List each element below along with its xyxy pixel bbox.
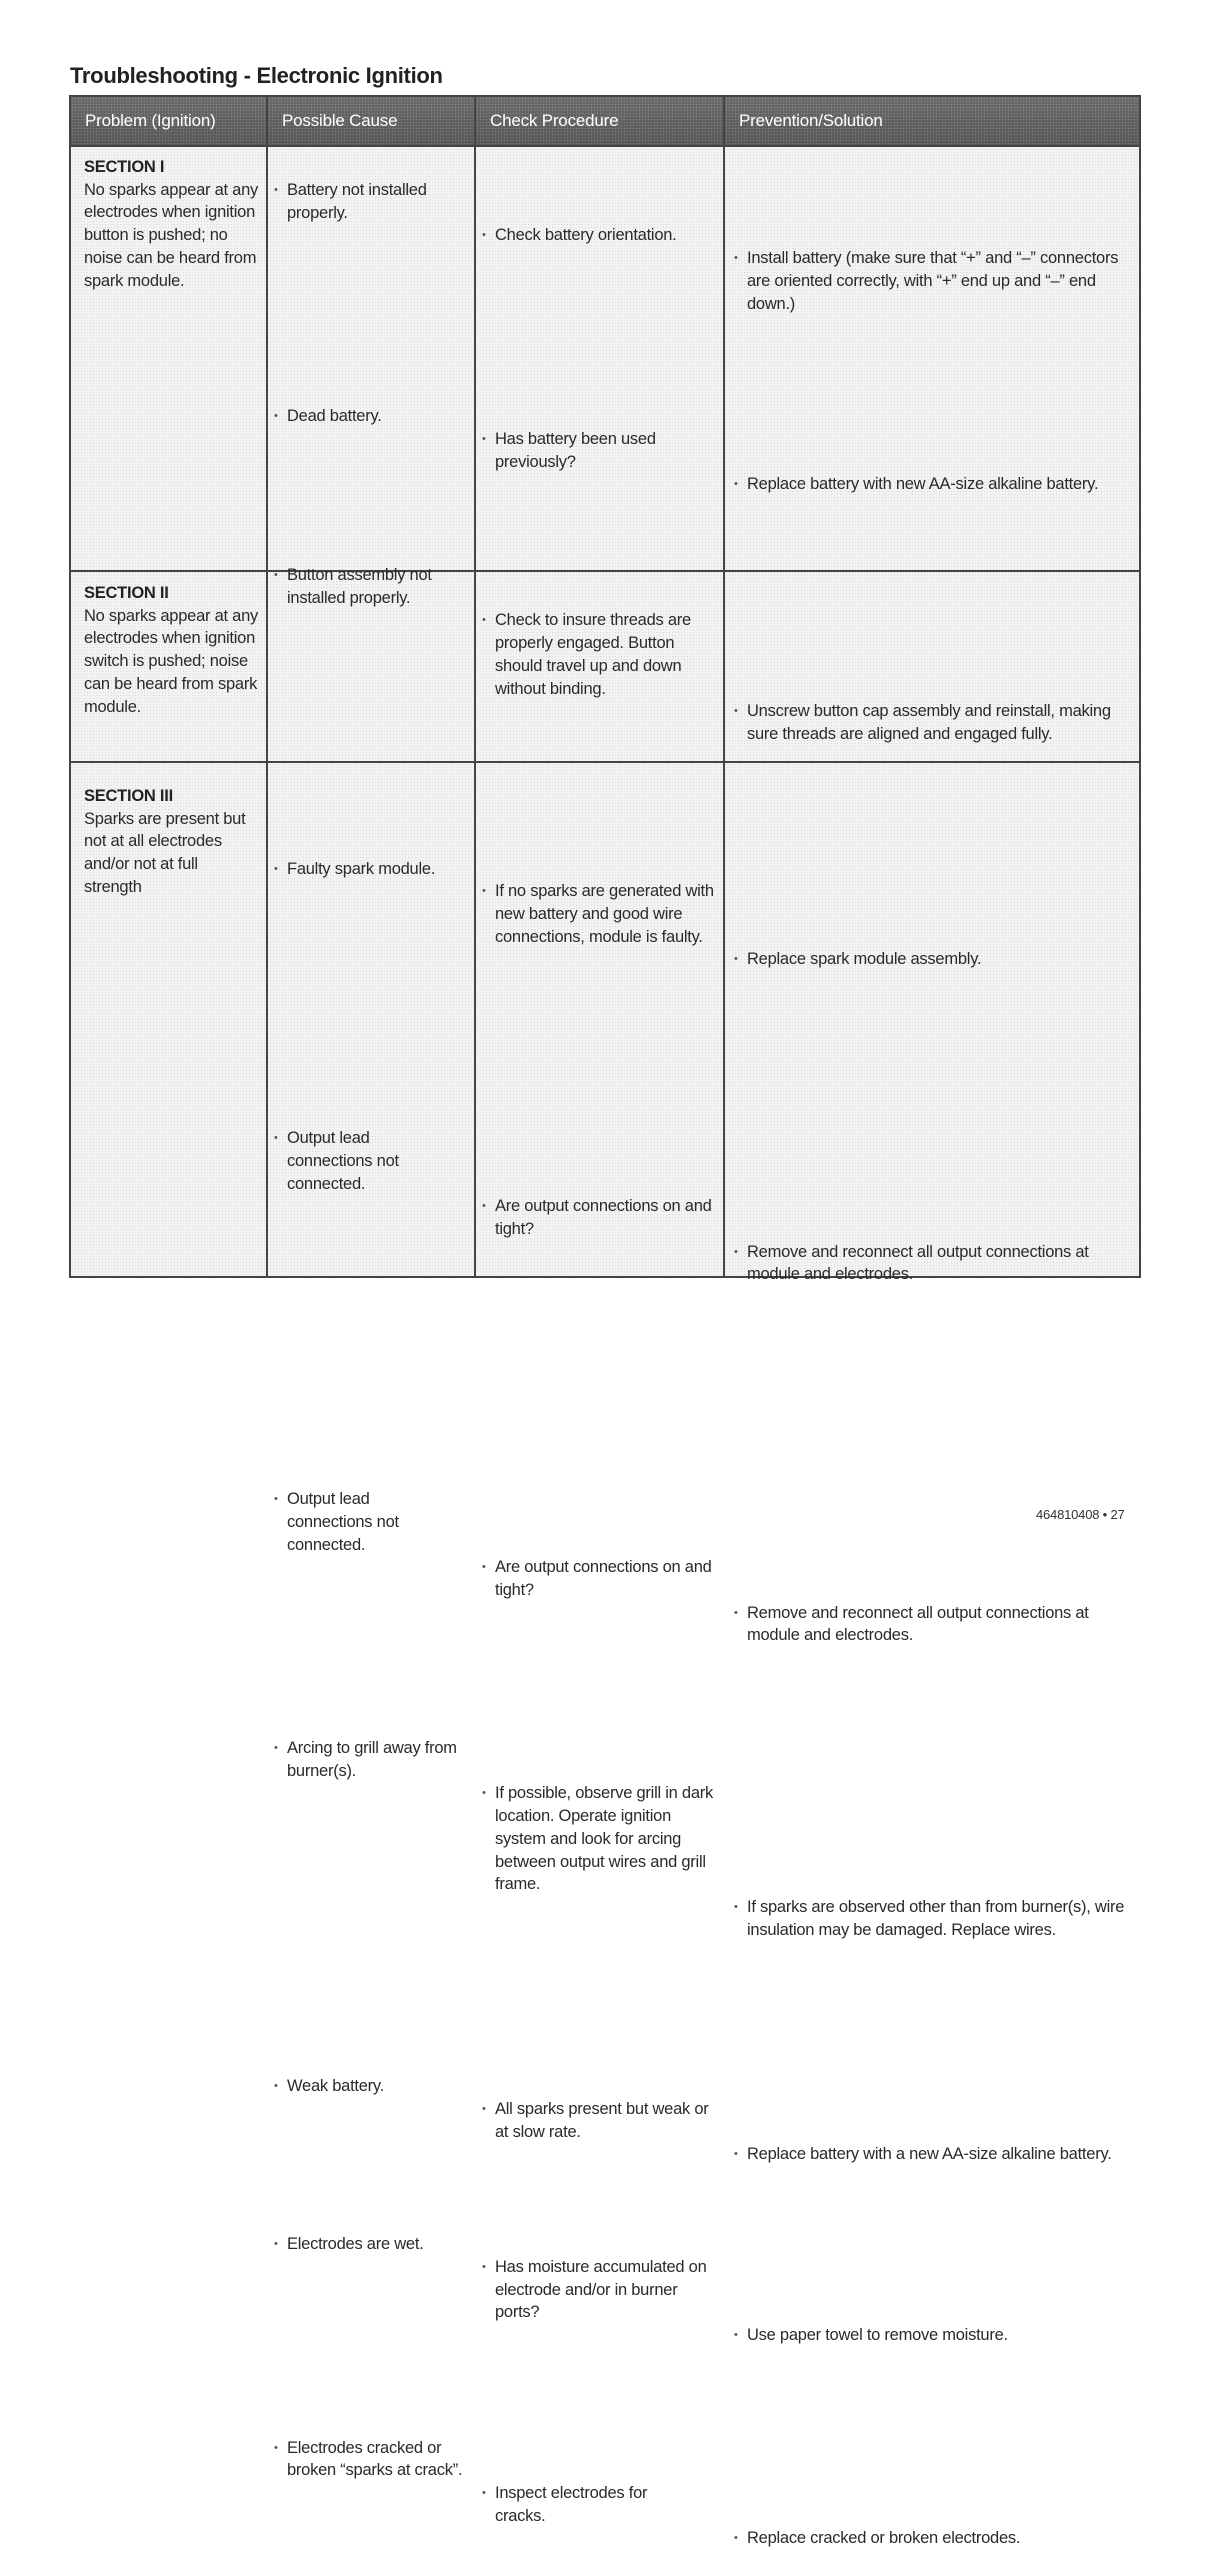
header-solution-label: Prevention/Solution bbox=[739, 111, 883, 130]
check-item: • Are output connections on and tight? bbox=[482, 1556, 717, 1601]
column-divider bbox=[266, 97, 268, 1278]
column-divider bbox=[723, 97, 725, 1278]
section-label: SECTION II bbox=[84, 584, 169, 602]
cause-item: • Arcing to grill away from burner(s). bbox=[274, 1737, 457, 1782]
solution-item: • If sparks are observed other than from burner(s), wire insulation may be damaged. Replace wires. bbox=[734, 1896, 1142, 1941]
page-footer: 464810408 • 27 bbox=[1036, 1507, 1125, 1522]
header-check-label: Check Procedure bbox=[490, 111, 619, 130]
problem-text: Sparks are present but not at all electrodes and/or not at full strength bbox=[84, 809, 246, 896]
cause-item: • Electrodes are wet. bbox=[274, 2233, 457, 2256]
cause-item: • Weak battery. bbox=[274, 2075, 457, 2098]
check-item: • If no sparks are generated with new battery and good wire connections, module is faulty. bbox=[482, 880, 717, 948]
cause-item: • Button assembly not installed properly. bbox=[274, 564, 457, 609]
cause-item: • Dead battery. bbox=[274, 405, 457, 428]
solution-item: • Replace battery with new AA-size alkaline battery. bbox=[734, 473, 1142, 496]
solution-item: • Replace battery with a new AA-size alkaline battery. bbox=[734, 2143, 1142, 2166]
check-item: • Has moisture accumulated on electrode and/or in burner ports? bbox=[482, 2256, 717, 2324]
header-check bbox=[476, 97, 723, 145]
check-item: • Check to insure threads are properly engaged. Button should travel up and down without binding. bbox=[482, 609, 717, 700]
cause-item: • Output lead connections not connected. bbox=[274, 1488, 437, 1556]
header-cause-label: Possible Cause bbox=[282, 111, 398, 130]
cause-item: • Electrodes cracked or broken “sparks at crack”. bbox=[274, 2437, 467, 2482]
section-divider bbox=[71, 570, 1139, 572]
column-divider bbox=[474, 97, 476, 1278]
section-label: SECTION III bbox=[84, 787, 173, 805]
header-problem-label: Problem (Ignition) bbox=[85, 111, 216, 130]
solution-item: • Remove and reconnect all output connections at module and electrodes. bbox=[734, 1602, 1127, 1647]
page-title: Troubleshooting - Electronic Ignition bbox=[70, 63, 443, 88]
header-solution bbox=[725, 97, 1139, 145]
header-divider bbox=[71, 145, 1139, 147]
cause-item: • Battery not installed properly. bbox=[274, 179, 457, 224]
header-problem bbox=[71, 97, 266, 145]
check-item: • Check battery orientation. bbox=[482, 224, 717, 247]
problem-text: No sparks appear at any electrodes when ignition switch is pushed; noise can be heard from spark module. bbox=[84, 606, 259, 716]
section-1-cell bbox=[84, 156, 259, 292]
solution-item: • Unscrew button cap assembly and reinstall, making sure threads are aligned and engaged fully. bbox=[734, 700, 1142, 745]
section-label: SECTION I bbox=[84, 158, 165, 176]
check-item: • If possible, observe grill in dark location. Operate ignition system and look for arcing between output wires and grill frame. bbox=[482, 1782, 717, 1896]
solution-item: • Install battery (make sure that “+” and “–” connectors are oriented correctly, with “+” end up and “–” end down.) bbox=[734, 247, 1127, 315]
cause-item: • Output lead connections not connected. bbox=[274, 1127, 437, 1195]
section-2-cell bbox=[84, 582, 259, 718]
cause-item: • Faulty spark module. bbox=[274, 858, 467, 881]
check-item: • Are output connections on and tight? bbox=[482, 1195, 717, 1240]
header-cause bbox=[268, 97, 474, 145]
problem-text: No sparks appear at any electrodes when ignition button is pushed; no noise can be heard from spark module. bbox=[84, 180, 259, 290]
check-item: • Has battery been used previously? bbox=[482, 428, 717, 473]
solution-item: • Replace spark module assembly. bbox=[734, 948, 1127, 971]
solution-item: • Replace cracked or broken electrodes. bbox=[734, 2527, 1127, 2550]
solution-item: • Use paper towel to remove moisture. bbox=[734, 2324, 1127, 2347]
solution-item: • Remove and reconnect all output connections at module and electrodes. bbox=[734, 1241, 1127, 1286]
section-3-cell bbox=[84, 785, 259, 899]
section-divider bbox=[71, 761, 1139, 763]
check-item: • Inspect electrodes for cracks. bbox=[482, 2482, 685, 2527]
check-item: • All sparks present but weak or at slow rate. bbox=[482, 2098, 717, 2143]
